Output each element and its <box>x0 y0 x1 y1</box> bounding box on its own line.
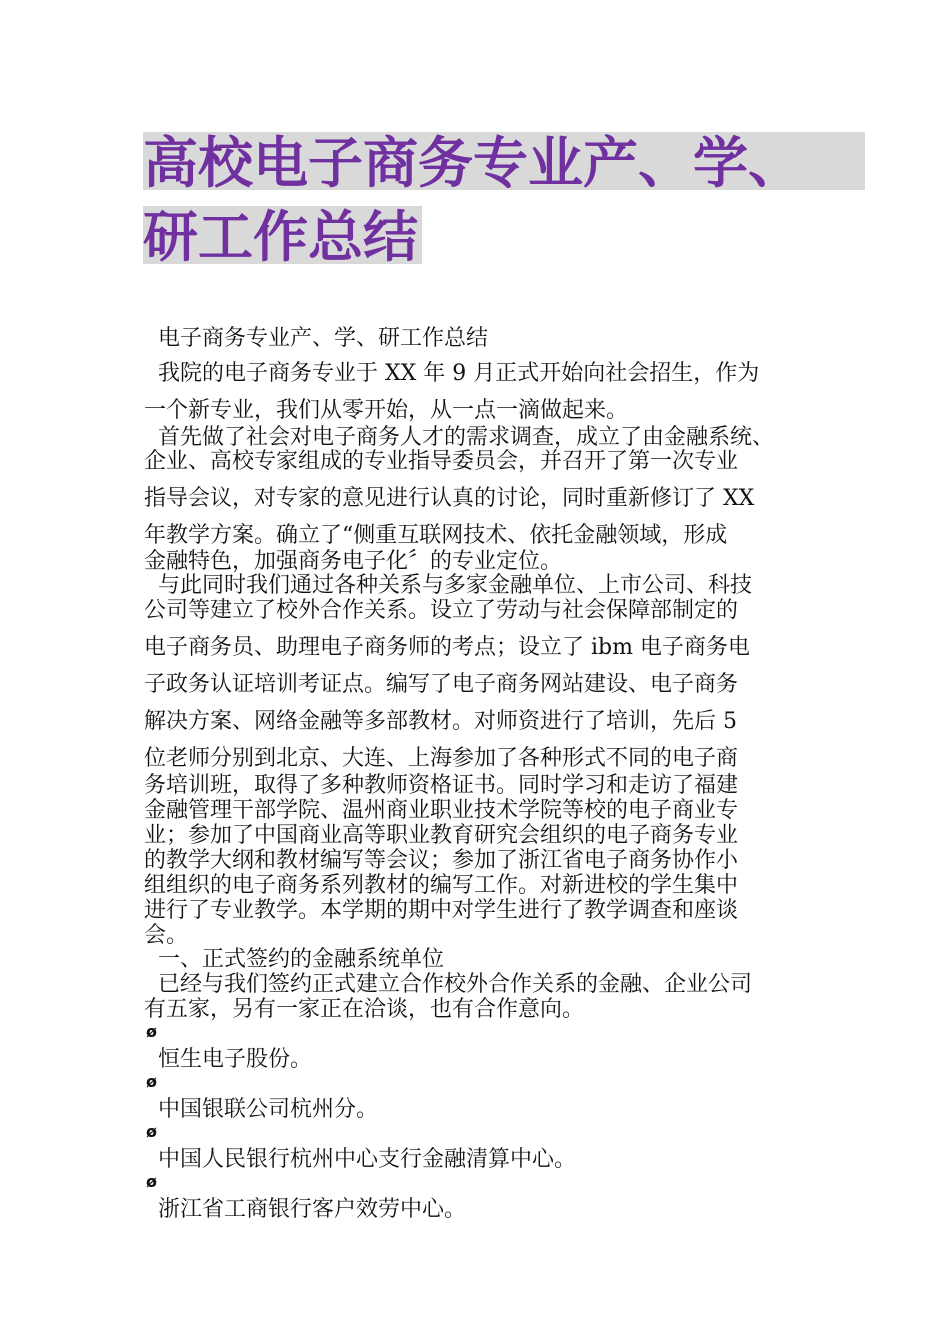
body-line: 位老师分别到北京、大连、上海参加了各种形式不同的电子商 <box>144 746 739 771</box>
document-title-line-1: 高校电子商务专业产、学、 <box>143 132 865 190</box>
body-line: 业；参加了中国商业高等职业教育研究会组织的电子商务专业 <box>144 823 739 848</box>
body-line: 务培训班，取得了多种教师资格证书。同时学习和走访了福建 <box>144 773 739 798</box>
body-line: 我院的电子商务专业于 XX 年 9 月正式开始向社会招生，作为 <box>158 361 760 386</box>
body-line: 会。 <box>144 923 189 948</box>
body-line: 企业、高校专家组成的专业指导委员会，并召开了第一次专业 <box>144 449 739 474</box>
body-line: 中国人民银行杭州中心支行金融清算中心。 <box>158 1147 577 1172</box>
body-line: 的教学大纲和教材编写等会议；参加了浙江省电子商务协作小 <box>144 848 739 873</box>
body-line: 子政务认证培训考证点。编写了电子商务网站建设、电子商务 <box>144 672 739 697</box>
body-line: 组组织的电子商务系列教材的编写工作。对新进校的学生集中 <box>144 873 739 898</box>
body-line: 一、正式签约的金融系统单位 <box>158 947 445 972</box>
body-line: 中国银联公司杭州分。 <box>158 1097 379 1122</box>
body-line: 指导会议，对专家的意见进行认真的讨论，同时重新修订了 XX <box>144 486 755 511</box>
body-line: 恒生电子股份。 <box>158 1047 313 1072</box>
body-line: 电子商务专业产、学、研工作总结 <box>158 326 489 351</box>
body-line: 有五家，另有一家正在洽谈，也有合作意向。 <box>144 997 585 1022</box>
body-line: 年教学方案。确立了“侧重互联网技术、依托金融领域，形成 <box>144 523 728 548</box>
body-line: 与此同时我们通过各种关系与多家金融单位、上市公司、科技 <box>158 573 753 598</box>
bullet-icon: ø <box>146 1072 157 1091</box>
body-line: 解决方案、网络金融等多部教材。对师资进行了培训，先后 5 <box>144 709 737 734</box>
body-line: 一个新专业，我们从零开始，从一点一滴做起来。 <box>144 398 629 423</box>
body-line: 浙江省工商银行客户效劳中心。 <box>158 1197 467 1222</box>
body-line: 电子商务员、助理电子商务师的考点；设立了 ibm 电子商务电 <box>144 635 750 660</box>
bullet-icon: ø <box>146 1122 157 1141</box>
body-line: 已经与我们签约正式建立合作校外合作关系的金融、企业公司 <box>158 972 753 997</box>
bullet-icon: ø <box>146 1022 157 1041</box>
body-line: 金融特色，加强商务电子化〞的专业定位。 <box>144 549 563 574</box>
body-line: 公司等建立了校外合作关系。设立了劳动与社会保障部制定的 <box>144 598 739 623</box>
body-line: 进行了专业教学。本学期的期中对学生进行了教学调查和座谈 <box>144 898 739 923</box>
bullet-icon: ø <box>146 1172 157 1191</box>
body-line: 首先做了社会对电子商务人才的需求调查，成立了由金融系统、 <box>158 425 775 450</box>
body-line: 金融管理干部学院、温州商业职业技术学院等校的电子商业专 <box>144 798 739 823</box>
document-title-line-2: 研工作总结 <box>143 206 422 264</box>
